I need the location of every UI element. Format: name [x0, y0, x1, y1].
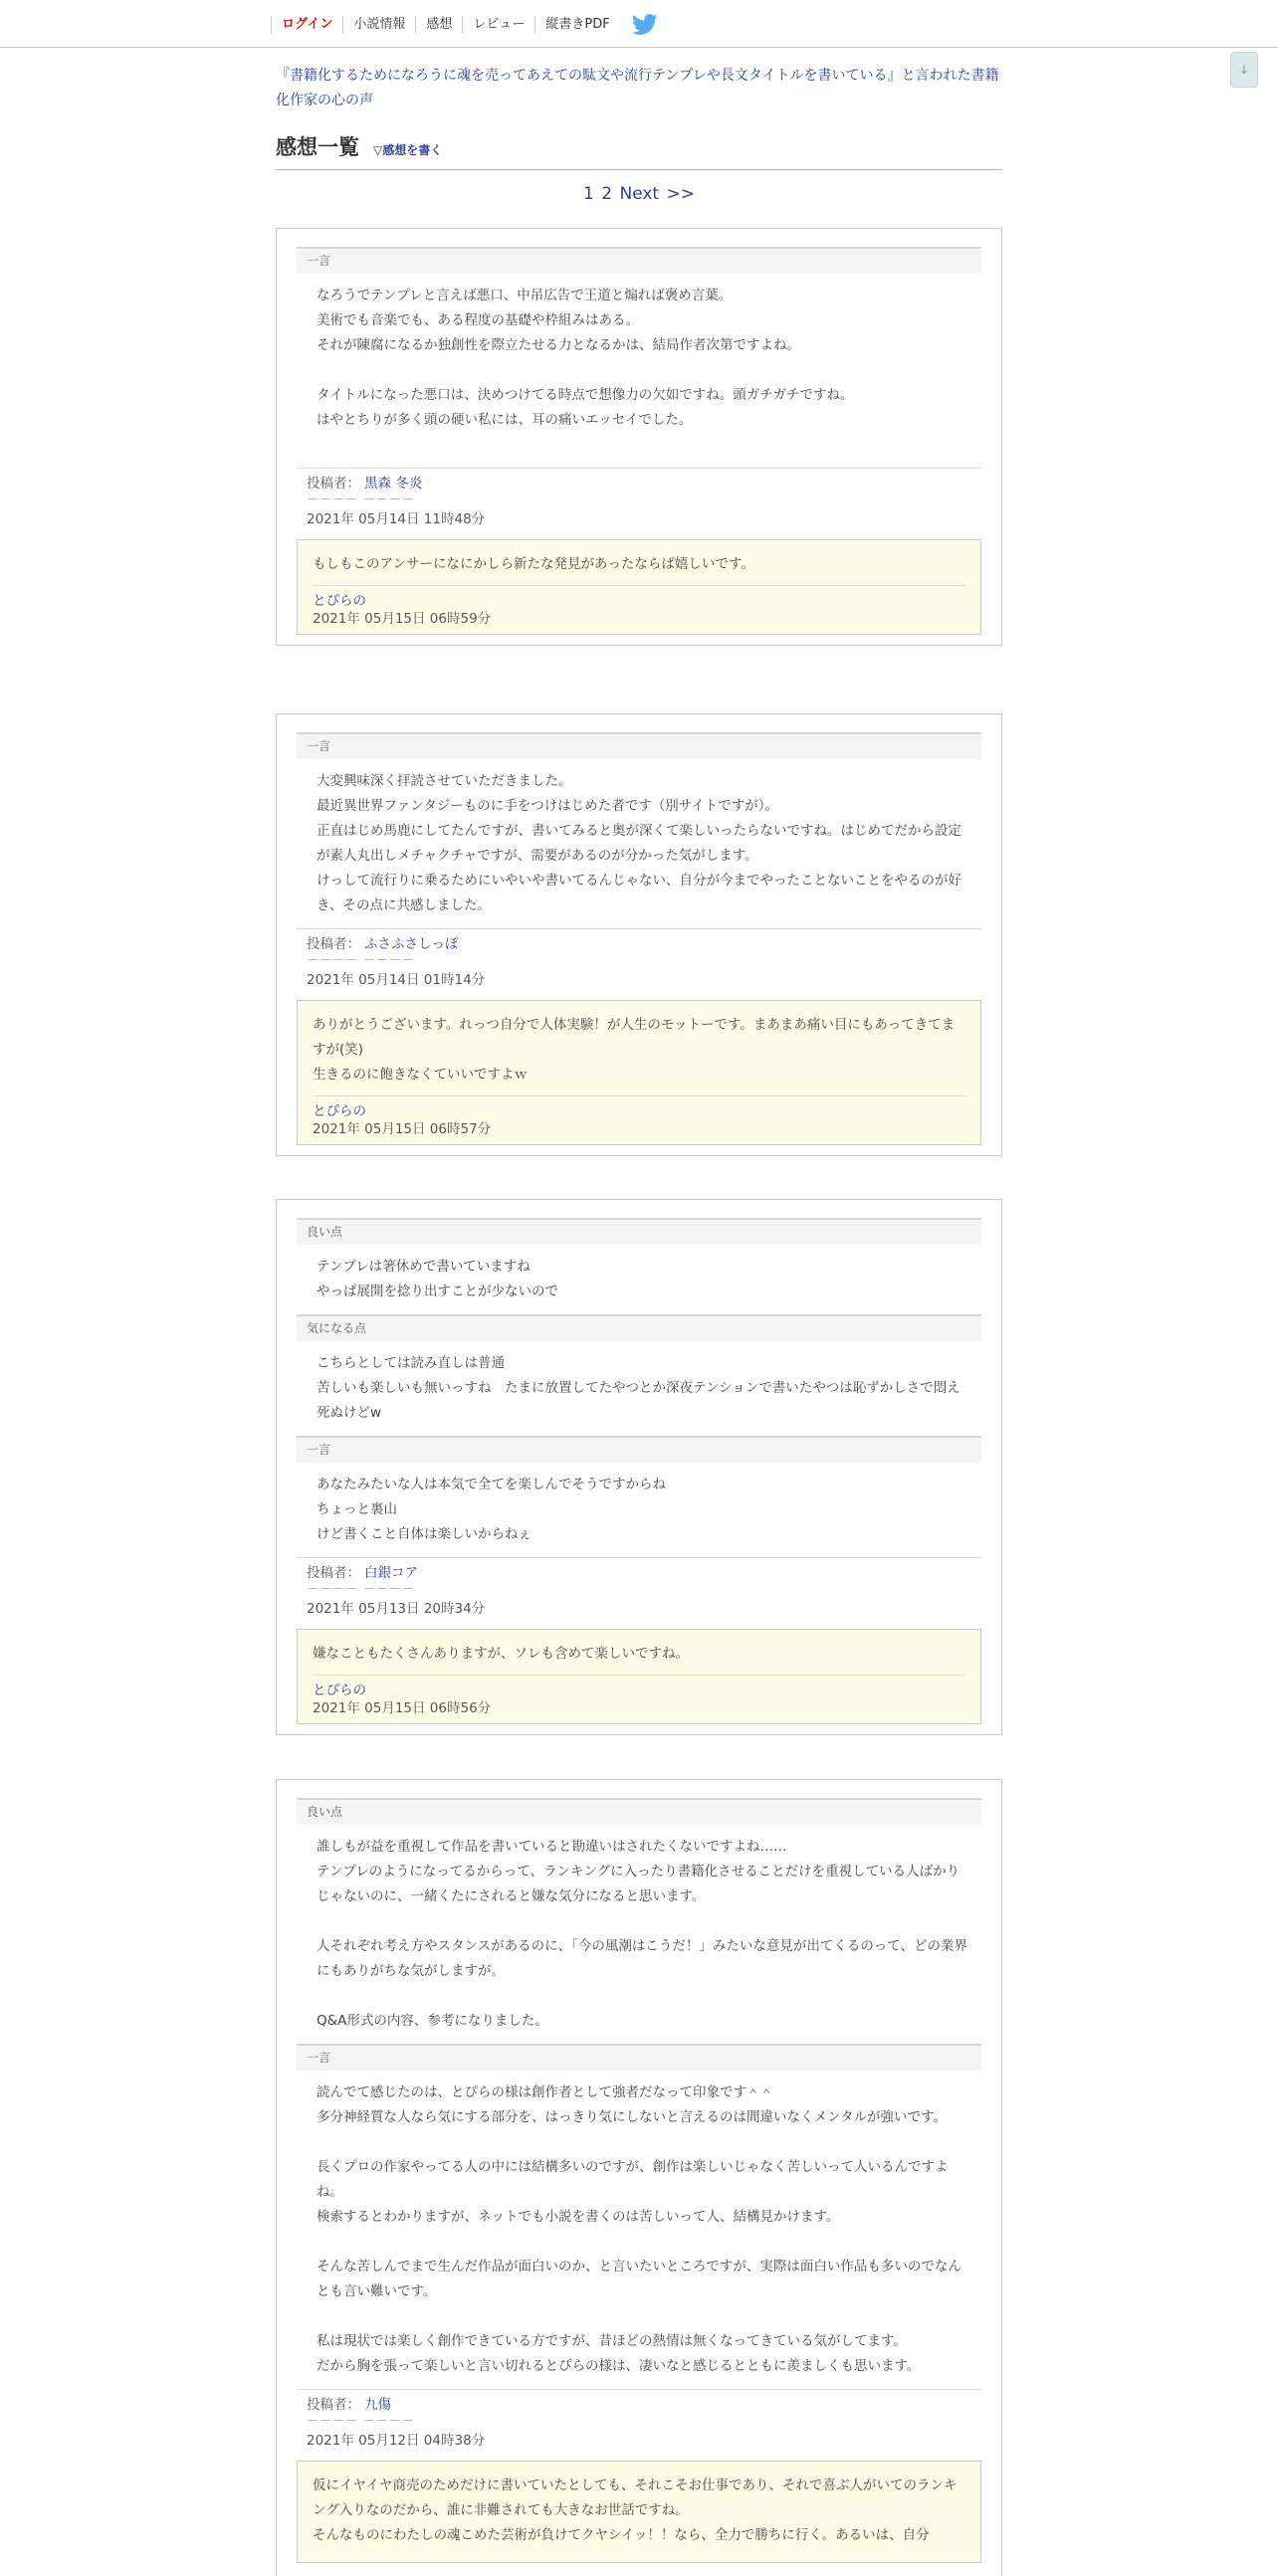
pager-page-1[interactable]: 1: [583, 184, 594, 204]
review-text: 読んでて感じたのは、とぴらの様は創作者として強者だなって印象です＾＾ 多分神経質な人なら気にする部分を、はっきり気にしないと言えるのは間違いなくメンタルが強いです。 長くプロの作家やってる人の中には結構多いのですが、創作は楽しいじゃなく苦しいって人いるんですよね。 検索するとわかりますが、ネットでも小説を書くのは苦しいって人、結構見かけます。 そんな苦しんでまで生んだ作品が面白いのか、と言いたいところですが、実際は面白い作品も多いのでなんとも言い難いです。 私は現状では楽しく創作できている方ですが、昔ほどの熱情は無くなってきている気がしてます。 だから胸を張って楽しいと言い切れるとぴらの様は、凄いなと感じるとともに羨ましくも思います。: [317, 2084, 961, 2374]
section-label: 一言: [297, 1436, 981, 1463]
poster-line: [297, 928, 981, 954]
reply-author-link[interactable]: とぴらの: [313, 1683, 366, 1698]
review-good-points: 誰しもが益を重視して作品を書いていると勘違いはされたくないですよね…… テンプレのようになってるからって、ランキングに入ったり書籍化させることだけを重視している人ばかりじゃないのに、一緒くたにされると嫌な気分になると思います。 人それぞれ考え方やスタンスがあるのに、「今の風潮はこうだ！」みたいな意見が出てくるのって、どの業界にもありがちな気がしますが。 Q&A形式の内容、参考になりました。: [317, 1839, 967, 2029]
reply-text: 仮にイヤイヤ商売のためだけに書いていたとしても、それこそお仕事であり、それで喜ぶ人がいてのランキング入りなのだから、誰に非難されても大きなお世話ですね。 そんなものにわたしの魂こめた芸術が負けてクヤシイッ！！なら、全力で勝ちに行く。あるいは、自分: [313, 2477, 958, 2543]
section-label: 気になる点: [297, 1314, 981, 1341]
review-text: 大変興味深く拝読させていただきました。 最近異世界ファンタジーものに手をつけはじめた者です（別サイトですが）。 正直はじめ馬鹿にしてたんですが、書いてみると奥が深くて楽しいったらないですね。はじめてだから設定が素人丸出しメチャクチャですが、需要があるのが分かった気がします。 けっして流行りに乗るためにいやいや書いてるんじゃない、自分が今までやったことないことをやるのが好き、その点に共感しました。: [317, 773, 961, 913]
heading-row: [276, 131, 1002, 170]
top-nav: [271, 10, 658, 40]
post-date: 2021年 05月14日 11時48分: [307, 511, 486, 527]
header-bar: [0, 0, 1278, 48]
nav-login-link[interactable]: ログイン: [271, 16, 342, 34]
review-card: [276, 1779, 1002, 2576]
reply-text: ありがとうございます。れっつ自分で人体実験！が人生のモットーです。まあまあ痛い目にもあってきてますが(笑) 生きるのに飽きなくていいですよｗ: [313, 1013, 965, 1096]
author-reply: [297, 1000, 981, 1145]
poster-line: [297, 2389, 981, 2415]
poster-label: 投稿者：: [307, 1565, 360, 1581]
page-header-area: [276, 64, 1002, 204]
scroll-down-button[interactable]: ↓: [1230, 52, 1258, 88]
nav-novel-info-link[interactable]: 小説情報: [342, 16, 415, 34]
review-card: [276, 1199, 1002, 1735]
poster-id-dashes: －－－－ －－－－: [307, 953, 415, 967]
nav-review-link[interactable]: レビュー: [462, 16, 534, 34]
nav-vertical-pdf-link[interactable]: 縦書きPDF: [534, 16, 619, 34]
reply-date: 2021年 05月15日 06時59分: [313, 611, 492, 627]
author-reply: [297, 1629, 981, 1724]
twitter-bird-icon[interactable]: [632, 14, 658, 36]
author-reply: [297, 2461, 981, 2563]
reply-text: 嫌なこともたくさんありますが、ソレも含めて楽しいですね。: [313, 1642, 965, 1676]
reply-author-link[interactable]: とぴらの: [313, 1103, 366, 1119]
pager-next-link[interactable]: Next >>: [619, 184, 695, 204]
novel-title-link[interactable]: 『書籍化するためになろうに魂を売ってあえての駄文や流行テンプレや長文タイトルを書いている』と言われた書籍化作家の心の声: [276, 68, 999, 108]
poster-line: [297, 468, 981, 494]
reply-date: 2021年 05月15日 06時56分: [313, 1700, 492, 1716]
poster-label: 投稿者：: [307, 2397, 360, 2413]
section-label: 一言: [297, 732, 981, 759]
post-date: 2021年 05月12日 04時38分: [307, 2433, 486, 2449]
section-label: 良い点: [297, 1218, 981, 1245]
page-title: 感想一覧: [276, 135, 359, 159]
poster-name-link[interactable]: ふさふさしっぽ: [364, 936, 459, 952]
poster-name-link[interactable]: 白銀コア: [364, 1565, 418, 1581]
section-label: 一言: [297, 247, 981, 274]
review-text: なろうでテンプレと言えば悪口、中吊広告で王道と煽れば褒め言葉。 美術でも音楽でも、ある程度の基礎や枠組みはある。 それが陳腐になるか独創性を際立たせる力となるかは、結局作者次第ですよね。 タイトルになった悪口は、決めつけてる時点で想像力の欠如ですね。頭ガチガチですね。 はやとちりが多く頭の硬い私には、耳の痛いエッセイでした。: [317, 288, 854, 428]
section-label: 良い点: [297, 1798, 981, 1825]
nav-impressions-link[interactable]: 感想: [415, 16, 462, 34]
poster-id-dashes: －－－－ －－－－: [307, 2414, 415, 2428]
review-text: あなたみたいな人は本気で全てを楽しんでそうですからね ちょっと裏山 けど書くこと自体は楽しいからねぇ: [317, 1477, 666, 1542]
poster-label: 投稿者：: [307, 936, 360, 952]
review-card: [276, 228, 1002, 646]
review-good-points: テンプレは箸休めで書いていますね やっぱ展開を捻り出すことが少ないので: [317, 1259, 558, 1299]
pager-page-2[interactable]: 2: [601, 184, 613, 204]
review-concerns: こちらとしては読み直しは普通 苦しいも楽しいも無いっすね たまに放置してたやつとか深夜テンションで書いたやつは恥ずかしさで悶え死ぬけどw: [317, 1355, 960, 1421]
post-date: 2021年 05月13日 20時34分: [307, 1601, 486, 1617]
reply-author-link[interactable]: とぴらの: [313, 593, 366, 609]
poster-name-link[interactable]: 九傷: [364, 2397, 391, 2413]
write-impression-link[interactable]: ▽感想を書く: [373, 143, 443, 157]
poster-line: [297, 1557, 981, 1583]
reply-text: もしもこのアンサーになにかしら新たな発見があったならば嬉しいです。: [313, 552, 965, 586]
pager: [276, 184, 1002, 204]
reply-date: 2021年 05月15日 06時57分: [313, 1121, 492, 1137]
section-label: 一言: [297, 2044, 981, 2071]
post-date: 2021年 05月14日 01時14分: [307, 972, 486, 988]
poster-id-dashes: －－－－ －－－－: [307, 1582, 415, 1596]
poster-id-dashes: －－－－ －－－－: [307, 493, 415, 506]
review-card: [276, 713, 1002, 1156]
poster-label: 投稿者：: [307, 476, 360, 492]
poster-name-link[interactable]: 黒森 冬炎: [364, 476, 423, 492]
author-reply: [297, 539, 981, 635]
